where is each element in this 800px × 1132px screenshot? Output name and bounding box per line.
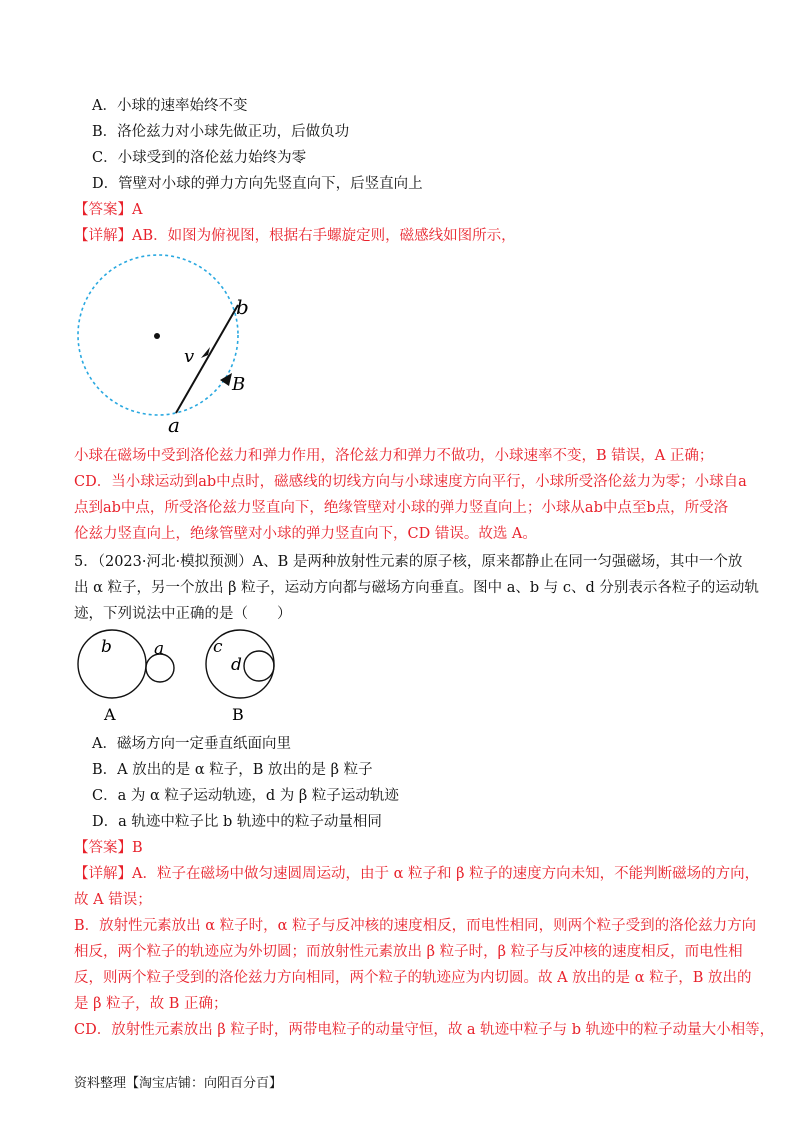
q4-detail-line-4: 伦兹力竖直向上，绝缘管壁对小球的弹力竖直向下，CD 错误。故选 A。 [74,526,537,542]
detail-label: 【详解】 [74,866,132,882]
q4-option-b: B．洛伦兹力对小球先做正功，后做负功 [92,124,350,140]
q4-option-c: C．小球受到的洛伦兹力始终为零 [92,150,307,166]
detail-text: A．粒子在磁场中做匀速圆周运动，由于 α 粒子和 β 粒子的速度方向未知，不能判断磁场的方向， [132,866,760,882]
detail-label: 【详解】 [74,228,132,244]
q4-answer [74,200,142,220]
label-A: A [104,705,116,724]
q5-detail-line-2: 故 A 错误； [74,892,152,908]
label-B: B [232,374,246,395]
label-v: v [184,346,195,367]
label-a: a [168,413,180,437]
page-footer: 资料整理【淘宝店铺：向阳百分百】 [74,1076,283,1091]
label-b: b [236,295,249,319]
q4-detail-line-2: CD．当小球运动到ab中点时，磁感线的切线方向与小球速度方向平行，小球所受洛伦兹力为零；小球自a [74,474,747,490]
q5-option-a: A．磁场方向一定垂直纸面向里 [92,736,291,752]
q5-stem-line-1: 5．（2023·河北·模拟预测）A、B 是两种放射性元素的原子核，原来都静止在同一匀强磁场，其中一个放 [74,554,743,570]
label-c: c [213,637,223,657]
q5-stem-line-2: 出 α 粒子，另一个放出 β 粒子，运动方向都与磁场方向垂直。图中 a、b 与 c、d 分别表示各粒子的运动轨 [74,580,759,596]
q5-detail-line-4: 相反，两个粒子的轨迹应为外切圆；而放射性元素放出 β 粒子时，β 粒子与反冲核的速度相反，而电性相 [74,944,743,960]
q5-option-d: D．a 轨迹中粒子比 b 轨迹中的粒子动量相同 [92,814,382,830]
q4-detail-intro [74,226,516,246]
answer-label: 【答案】 [74,202,132,218]
q4-option-a: A．小球的速率始终不变 [92,98,248,114]
label-a: a [154,639,165,659]
figure-decay-tracks [70,628,290,724]
label-d: d [231,655,242,675]
answer-value: B [132,840,143,856]
q5-option-c: C．a 为 α 粒子运动轨迹，d 为 β 粒子运动轨迹 [92,788,399,804]
q5-stem-line-3: 迹，下列说法中正确的是（ ） [74,606,292,622]
q5-detail-line-5: 反，则两个粒子受到的洛伦兹力方向相同，两个粒子的轨迹应为内切圆。故 A 放出的是 α 粒子，B 放出的 [74,970,752,986]
q5-detail-line-6: 是 β 粒子，故 B 正确； [74,996,228,1012]
label-b: b [101,637,112,657]
label-B: B [232,705,244,724]
field-arrow [220,373,232,386]
q4-option-d: D．管壁对小球的弹力方向先竖直向下，后竖直向上 [92,176,423,192]
q4-detail-line-1: 小球在磁场中受到洛伦兹力和弹力作用，洛伦兹力和弹力不做功，小球速率不变，B 错误，A 正确； [74,448,714,464]
track-b [78,630,146,698]
q5-option-b: B．A 放出的是 α 粒子，B 放出的是 β 粒子 [92,762,373,778]
q5-detail-line-3: B．放射性元素放出 α 粒子时，α 粒子与反冲核的速度相反，而电性相同，则两个粒子受到的洛伦兹力方向 [74,918,757,934]
center-dot [154,333,160,339]
track-d [244,651,274,681]
detail-intro-text: AB．如图为俯视图，根据右手螺旋定则，磁感线如图所示， [132,228,516,244]
q5-detail-line-1 [74,864,759,884]
q5-detail-line-7: CD．放射性元素放出 β 粒子时，两带电粒子的动量守恒，故 a 轨迹中粒子与 b 轨迹中的粒子动量大小相等， [74,1022,775,1038]
q5-answer [74,838,143,858]
answer-value: A [132,202,143,218]
answer-label: 【答案】 [74,840,132,856]
figure-magnetic-circle [60,250,280,440]
q4-detail-line-3: 点到ab中点，所受洛伦兹力竖直向下，绝缘管壁对小球的弹力竖直向上；小球从ab中点至b点，所受洛 [74,500,729,516]
